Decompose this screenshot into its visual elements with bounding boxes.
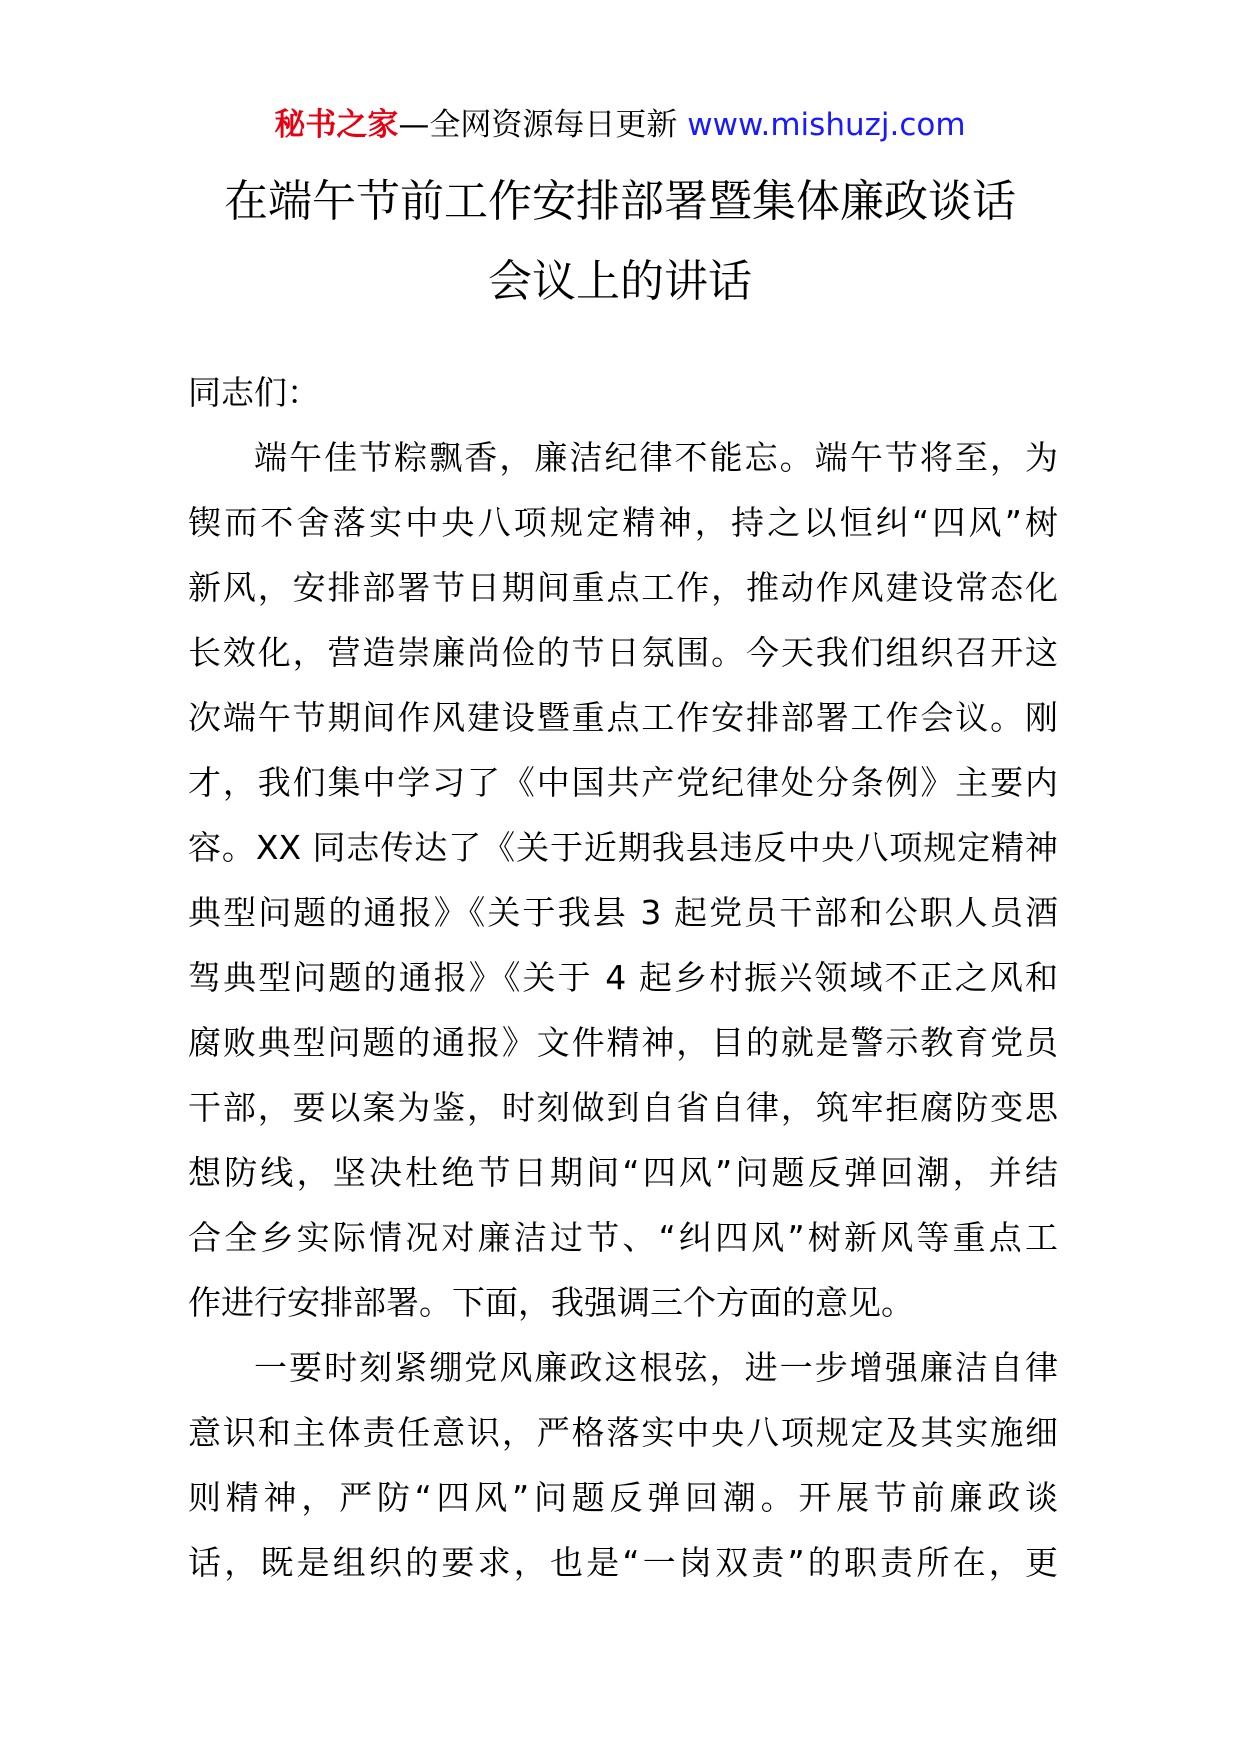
text-line: 干部，要以案为鉴，时刻做到自省自律，筑牢拒腐防变思 bbox=[188, 1088, 1058, 1127]
salutation: 同志们： bbox=[188, 373, 320, 412]
text-line: 合全乡实际情况对廉洁过节、“纠四风”树新风等重点工 bbox=[188, 1218, 1058, 1257]
brand-name: 秘书之家 bbox=[274, 107, 399, 143]
title-line-2: 会议上的讲话 bbox=[488, 256, 752, 307]
title-line-1: 在端午节前工作安排部署暨集体廉政谈话 bbox=[224, 176, 1016, 227]
text-line: 新风，安排部署节日期间重点工作，推动作风建设常态化 bbox=[188, 568, 1058, 607]
text-line: 典型问题的通报》《关于我县 3 起党员干部和公职人员酒 bbox=[188, 893, 1058, 932]
header-tagline: —全网资源每日更新 bbox=[398, 107, 678, 143]
text-line: 端午佳节粽飘香，廉洁纪律不能忘。端午节将至，为 bbox=[254, 438, 1058, 477]
text-line: 驾典型问题的通报》《关于 4 起乡村振兴领域不正之风和 bbox=[188, 958, 1058, 997]
text-line: 作进行安排部署。下面，我强调三个方面的意见。 bbox=[188, 1283, 914, 1322]
text-line: 容。XX 同志传达了《关于近期我县违反中央八项规定精神 bbox=[188, 828, 1058, 867]
paragraph-2 bbox=[188, 1335, 1058, 1595]
text-line: 才，我们集中学习了《中国共产党纪律处分条例》主要内 bbox=[188, 763, 1058, 802]
text-line: 长效化，营造崇廉尚俭的节日氛围。今天我们组织召开这 bbox=[188, 633, 1058, 672]
paragraph-1 bbox=[188, 425, 1058, 1335]
text-line: 一要时刻紧绷党风廉政这根弦，进一步增强廉洁自律 bbox=[254, 1348, 1058, 1387]
text-line: 意识和主体责任意识，严格落实中央八项规定及其实施细 bbox=[188, 1413, 1058, 1452]
text-line: 话，既是组织的要求，也是“一岗双责”的职责所在，更 bbox=[188, 1543, 1058, 1582]
text-line: 则精神，严防“四风”问题反弹回潮。开展节前廉政谈 bbox=[188, 1478, 1058, 1517]
document-body bbox=[188, 360, 1058, 1595]
text-line: 次端午节期间作风建设暨重点工作安排部署工作会议。刚 bbox=[188, 698, 1058, 737]
text-line: 锲而不舍落实中央八项规定精神，持之以恒纠“四风”树 bbox=[188, 503, 1058, 542]
document-title bbox=[120, 162, 1120, 322]
site-header bbox=[0, 100, 1240, 150]
text-line: 腐败典型问题的通报》文件精神，目的就是警示教育党员 bbox=[188, 1023, 1058, 1062]
text-line: 想防线，坚决杜绝节日期间“四风”问题反弹回潮，并结 bbox=[188, 1153, 1058, 1192]
site-url-link[interactable]: www.mishuzj.com bbox=[687, 107, 966, 143]
